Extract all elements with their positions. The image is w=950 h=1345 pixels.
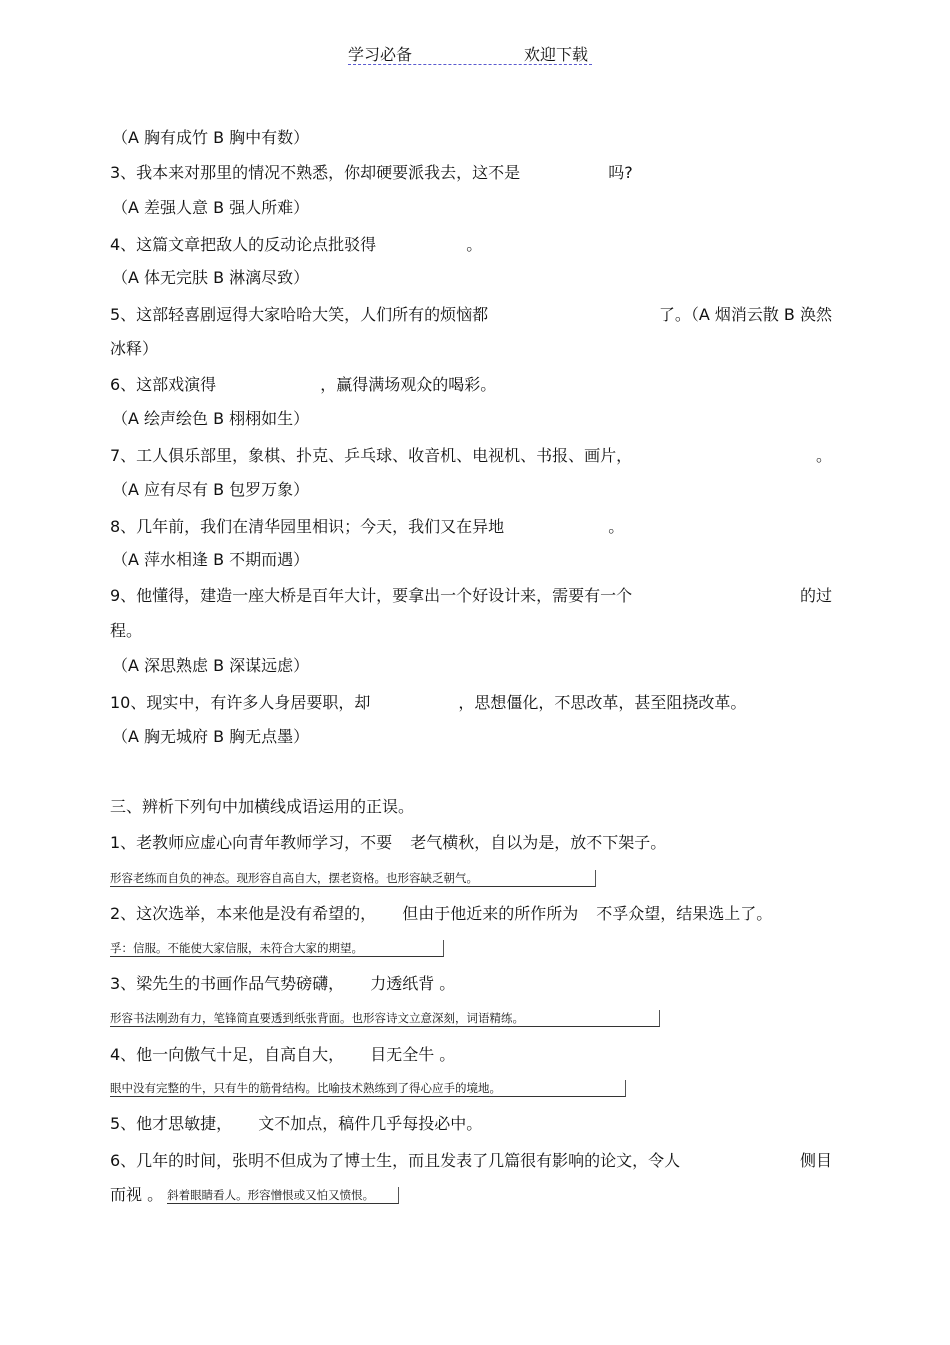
q6-end: ，赢得满场观众的喝彩。 <box>320 375 497 394</box>
q7-end: 。 <box>815 446 832 465</box>
q4-end: 。 <box>466 235 483 254</box>
q5-continuation: 冰释） <box>110 339 159 358</box>
s3-text: 3、梁先生的书画作品气势磅礴， <box>110 974 345 993</box>
q10-options: （A 胸无城府 B 胸无点墨） <box>112 727 310 746</box>
q10-text: 10、现实中，有许多人身居要职，却 <box>110 693 371 712</box>
question-4 <box>110 235 832 255</box>
question-8 <box>110 517 832 537</box>
q6-text: 6、这部戏演得 <box>110 375 217 394</box>
question-6 <box>110 375 832 395</box>
s6-idiom-end: 而视 。 <box>110 1185 164 1204</box>
q2-options: （A 胸有成竹 B 胸中有数） <box>112 128 310 147</box>
s6-text: 6、几年的时间，张明不但成为了博士生，而且发表了几篇很有影响的论文，令人 <box>110 1151 681 1170</box>
q7-options: （A 应有尽有 B 包罗万象） <box>112 480 310 499</box>
s3-idiom-text: 力透纸背 。 <box>370 974 456 993</box>
q9-options: （A 深思熟虑 B 深谋远虑） <box>112 656 310 675</box>
s1-text: 1、老教师应虚心向青年教师学习，不要 <box>110 833 393 852</box>
question-5 <box>110 305 832 325</box>
s4-idiom-note: 眼中没有完整的牛，只有牛的筋骨结构。比喻技术熟练到了得心应手的境地。 <box>110 1080 626 1097</box>
q8-options: （A 萍水相逢 B 不期而遇） <box>112 550 310 569</box>
s3-idiom-note: 形容书法刚劲有力，笔锋简直要透到纸张背面。也形容诗文立意深刻，词语精练。 <box>110 1010 660 1027</box>
q4-text: 4、这篇文章把敌人的反动论点批驳得 <box>110 235 377 254</box>
q5-end: 了。（A 烟消云散 B 涣然 <box>658 305 832 324</box>
s2-idiom-text: 不孚众望，结果选上了。 <box>596 904 773 923</box>
s6-idiom-start: 侧目 <box>799 1151 832 1170</box>
sentence-2 <box>110 904 832 924</box>
s1-idiom-note: 形容老练而自负的神态。现形容自高自大，摆老资格。也形容缺乏朝气。 <box>110 870 596 887</box>
q4-options: （A 体无完肤 B 淋漓尽致） <box>112 268 310 287</box>
s5-text: 5、他才思敏捷， <box>110 1114 233 1133</box>
question-7 <box>110 446 832 466</box>
s5-idiom-text: 文不加点，稿件几乎每投必中。 <box>258 1114 483 1133</box>
q3-end: 吗? <box>608 163 633 182</box>
header-left-text: 学习必备 <box>348 45 413 64</box>
question-9 <box>110 586 832 606</box>
sentence-3 <box>110 974 832 994</box>
s4-text: 4、他一向傲气十足，自高自大， <box>110 1045 345 1064</box>
q8-end: 。 <box>608 517 625 536</box>
s4-idiom-text: 目无全牛 。 <box>370 1045 456 1064</box>
s2-idiom-note: 孚：信服。不能使大家信服，未符合大家的期望。 <box>110 940 444 957</box>
q8-text: 8、几年前，我们在清华园里相识；今天，我们又在异地 <box>110 517 505 536</box>
q9-continuation: 程。 <box>110 621 143 640</box>
header-right-text: 欢迎下载 <box>523 45 588 64</box>
q3-text: 3、我本来对那里的情况不熟悉，你却硬要派我去，这不是 <box>110 163 521 182</box>
sentence-6-continuation <box>110 1185 832 1205</box>
q5-text: 5、这部轻喜剧逗得大家哈哈大笑，人们所有的烦恼都 <box>110 305 489 324</box>
q6-options: （A 绘声绘色 B 栩栩如生） <box>112 409 310 428</box>
s2-text: 2、这次选举，本来他是没有希望的， <box>110 904 377 923</box>
q9-text: 9、他懂得，建造一座大桥是百年大计，要拿出一个好设计来，需要有一个 <box>110 586 633 605</box>
q9-end: 的过 <box>799 586 832 605</box>
sentence-6 <box>110 1151 832 1171</box>
q10-end: ，思想僵化，不思改革，甚至阻挠改革。 <box>458 693 747 712</box>
question-3 <box>110 163 832 183</box>
q7-text: 7、工人俱乐部里，象棋、扑克、乒乓球、收音机、电视机、书报、画片， <box>110 446 633 465</box>
s6-idiom-note: 斜着眼睛看人。形容憎恨或又怕又愤恨。 <box>167 1187 399 1204</box>
sentence-5 <box>110 1114 832 1134</box>
s2-mid: 但由于他近来的所作所为 <box>402 904 579 923</box>
page-header <box>348 42 592 65</box>
section-3-title: 三、辨析下列句中加横线成语运用的正误。 <box>110 797 415 816</box>
sentence-4 <box>110 1045 832 1065</box>
sentence-1 <box>110 833 832 853</box>
question-10 <box>110 693 832 713</box>
s1-idiom-text: 老气横秋，自以为是，放不下架子。 <box>410 833 667 852</box>
q3-options: （A 差强人意 B 强人所难） <box>112 198 310 217</box>
